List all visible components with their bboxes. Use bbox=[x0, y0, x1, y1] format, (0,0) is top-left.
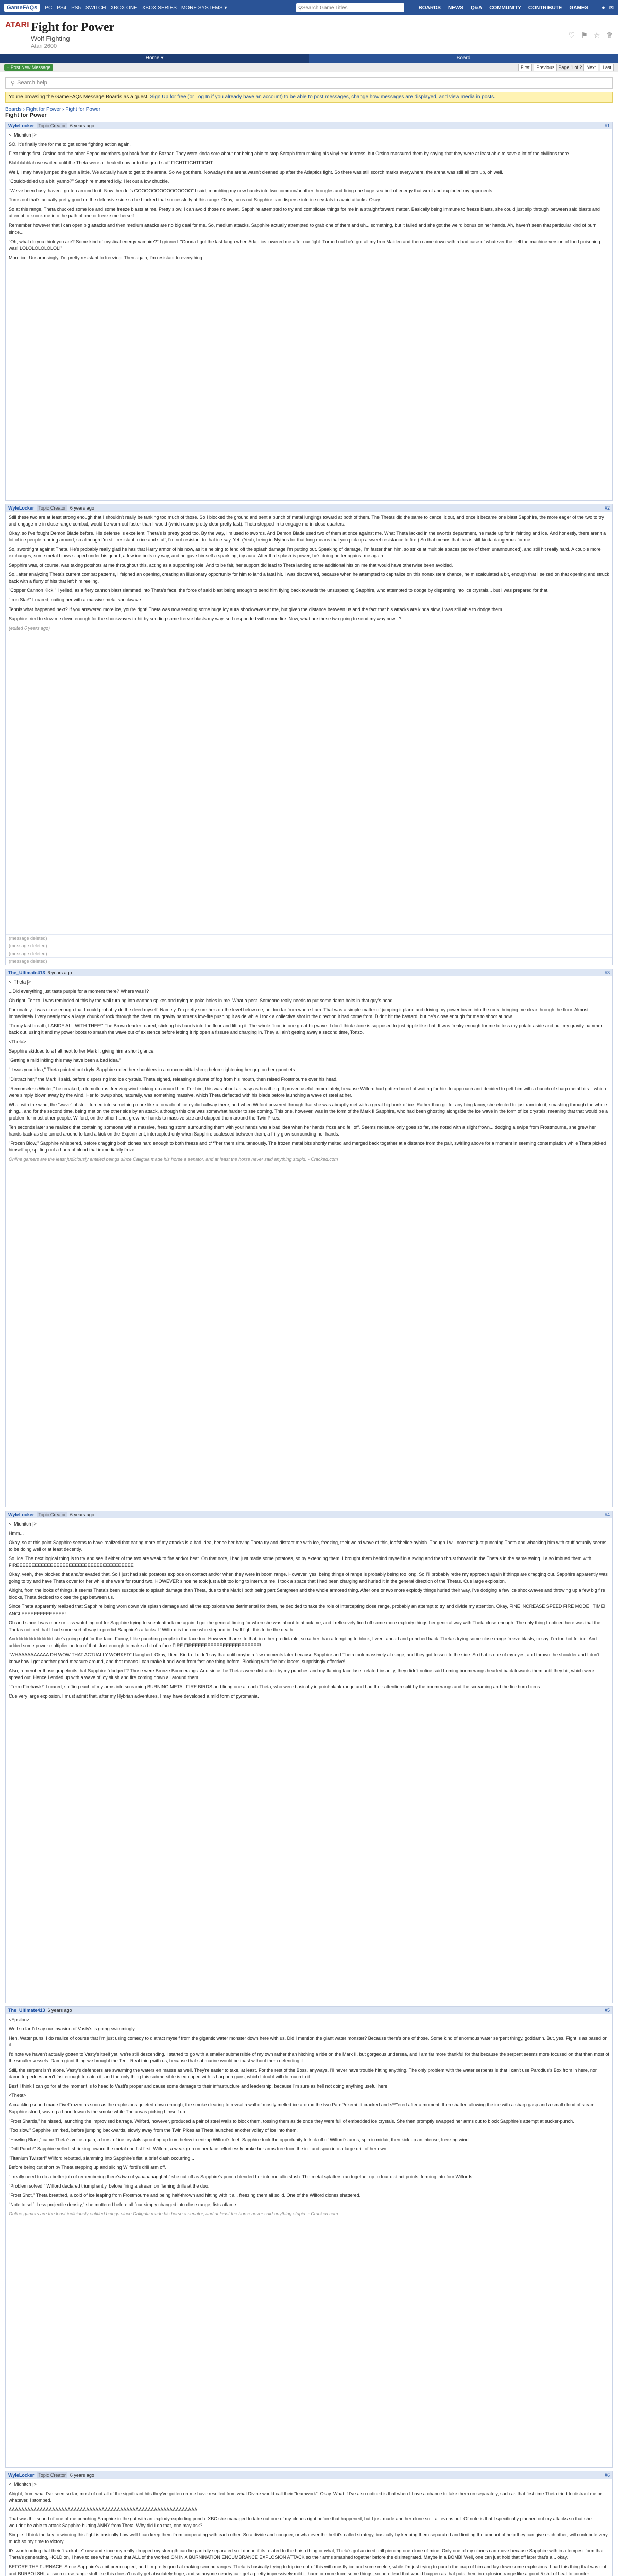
post-paragraph: Alright, from the looks of things, it seems Theta's been susceptible to splash damage than Theta, due to the Mark I both being part Sentgreen and the whole armored thing. After one or two more explody things hurled their way, I've dodging a few ice shockwaves and throwing up a few big fire blocks, Theta decided to close the gap between us. bbox=[9, 1588, 605, 1600]
platform-nav bbox=[45, 5, 227, 11]
publisher-logo: ATARI bbox=[5, 21, 29, 29]
post-body bbox=[6, 1518, 612, 2003]
post-paragraph: Okay, yeah, they blocked that and/or evaded that. So I just had said potatoes explode on contact and/or when they were in boom range. However, yes, being things of range is probably being too long. So I'll probably retire my approach again if things are dragging out. Sapphire apparently was going to try and have Theta cover for her while she went for round two. HOWEVER since he took just a bit too long to interrupt me, I took a space that I had been charging and hurled it in the general direction of the Thetas. Cue large explosion. bbox=[9, 1572, 608, 1584]
deleted-message-row bbox=[6, 942, 612, 950]
game-title: Fight for Power bbox=[31, 21, 115, 34]
post-header bbox=[6, 1511, 612, 1518]
post-username[interactable]: The_Ultimate413 bbox=[8, 970, 45, 975]
post-paragraph: Fortunately, I was close enough that I could probably do the deed myself. Namely, I'm pretty sure he's on the level below me, not too far from where I am. That was a simple matter of jumping it plane and driving my power beam into the rock, bringing me clear through the floor. Almost immediately I very nearly took a large chunk of rock through the chest, my gravity hammer's low-fire pushing it aside while I took a collective shot in the direction it had come from. Didn't hit the bastard, but he's close enough for me to shoot at now. bbox=[9, 1007, 589, 1020]
post-paragraph: Best I think I can go for at the moment is to head to Vasti's proper and cause some damage to their infrastructure and leadership, because I'm sure as hell not doing anything useful here. bbox=[9, 2083, 389, 2089]
trophy-icon[interactable]: ♛ bbox=[606, 31, 613, 39]
post-paragraph: Okay, so at this point Sapphire seems to have realized that eating more of my attacks is a bad idea, hence her having Theta try and distract me with ice, freezing, their weird wave of this, loafshelldelayblah. Though I will note that just punching Theta and whacking him with stuff actually seems to be doing well or at least decently. bbox=[9, 1540, 607, 1552]
search-icon[interactable]: ⚲ bbox=[298, 5, 302, 11]
post-timestamp: 6 years ago bbox=[70, 505, 94, 511]
post-number-link[interactable]: #1 bbox=[604, 123, 610, 128]
pagination bbox=[518, 64, 614, 71]
post-paragraph: "Howling Blast," came Theta's voice again, a burst of ice crystals sprouting up from below to entrap Wilford's feet. Sapphire took the opportunity to kick off of Wilford's arms, spin in midair, then kick up an intense, freezing wind. bbox=[9, 2137, 470, 2142]
post-body bbox=[6, 976, 612, 1507]
post-paragraph: Oh and since I was more or less watching out for Sapphire trying to sneak attack me again, I got the general timing for when she was about to attack me, and I reflexively fired off some more explody things her general way with Theta close enough. The only thing I noticed here was that the Thetas noticed that I had some sort of way to predict Sapphire's attacks. If Wilford is the one who stepped in, I will fight this to be the death. bbox=[9, 1620, 601, 1632]
post-body bbox=[6, 129, 612, 500]
post-paragraph: Okay, so I've fought Demon Blade before. His defense is excellent. Theta's is pretty good too. By the way, I'm used to swords. And Demon Blade used two of them at once against me. What Theta lacked in the swords department, he made up for in feinting and ice. And honestly, there aren't a lot of ice people running around, so although I'm still resistant to ice and stuff, I'm not resistant to that ice say. Yet. (Yeah, being in Mythos for that long means that you pick up a sweet resistance to fire.) So that means that this is still kinda dangerous for me. bbox=[9, 531, 606, 543]
post-paragraph: Ten seconds later she realized that containing someone with a massive, freezing storm surrounding them with your hands was a bad idea when her hands froze and fell off. Seems moisture only goes so far, she noted with a slight frown... dodging a swipe from Frostmourne, she grew her hands back as she turned around to land a kick on the Experiment, intercepted only when Sapphire coalesced between them, a frilly glow surrounding her hands. bbox=[9, 1124, 596, 1137]
post-paragraph: Anddddddddddddddd she's going right for the face. Funny, I like punching people in the face too. However, thanks to that, in other predictable, so rather than attempting to block, I went ahead and punched back. Theta's trying some close range freeze blasts, to say. I'm too hot for ice. And added some power multiplier on top of that. Just enough to make a bit of a face FIRE FIREEEEEEEEEEEEEEEEEEEEEE! bbox=[9, 1636, 597, 1648]
heart-icon[interactable]: ♡ bbox=[568, 31, 575, 39]
post-body bbox=[6, 512, 612, 934]
message-post bbox=[5, 2471, 613, 2576]
game-platform[interactable]: Atari 2600 bbox=[31, 43, 57, 49]
site-logo[interactable]: GameFAQs bbox=[4, 4, 40, 12]
post-paragraph: "It was your idea," Theta pointed out dryly. Sapphire rolled her shoulders in a noncommittal shrug before tightening her grip on her gauntlets. bbox=[9, 1067, 296, 1073]
guest-notice bbox=[5, 92, 613, 103]
message-post bbox=[5, 122, 613, 501]
last-page-button[interactable]: Last bbox=[600, 64, 614, 71]
post-paragraph: Alright, from what I've seen so far, most of not all of the significant hits they've gotten on me have resulted from what Divine would call their "teamwork". Okay. What if I've also noticed is that when I have a chance to take them on separately, such as that first time Theta tried to distract me or whatever, I stomped. bbox=[9, 2491, 602, 2503]
post-paragraph: <Theta> bbox=[9, 1039, 26, 1045]
nav-boards[interactable]: BOARDS bbox=[418, 5, 441, 11]
post-paragraph: More ice. Unsurprisingly, I'm pretty resistant to freezing. Then again, I'm resistant to everything. bbox=[9, 255, 204, 260]
post-number-link[interactable]: #2 bbox=[604, 505, 610, 511]
nav-qa[interactable]: Q&A bbox=[470, 5, 483, 11]
notification-icon[interactable]: ✉ bbox=[609, 5, 614, 11]
post-header bbox=[6, 2471, 612, 2479]
post-timestamp: 6 years ago bbox=[47, 2008, 72, 2013]
post-header bbox=[6, 504, 612, 512]
platform-link[interactable]: SWITCH bbox=[85, 5, 106, 11]
post-paragraph: "Remorseless Winter," he croaked, a tumultuous, freezing wind kicking up around him. For him, this was about as easy as breathing. It proved useful immediately, because Wilford had gotten bored of waiting for him to approach and decided to pelt him with a bunch of sharp metal bits... which were simply blown away by the wind. Her followup shot, naturally, was something massive, which Theta deflected with his blade before launching a wave of steel at her. bbox=[9, 1086, 606, 1098]
post-paragraph: SO. It's finally time for me to get some fighting action again. bbox=[9, 142, 131, 147]
post-paragraph: Heh. Water puns. I do realize of course that I'm just using comedy to distract myself from the gigantic water monster down here with us. Did I mention the giant water monster? Because there's one of those. Some kind of enormous water serpent thingy, goddamn. But, yes. Fight is as based on it. bbox=[9, 2036, 608, 2048]
post-paragraph: That was the sound of one of me punching Sapphire in the gut with an explody-exploding punch. XBC she managed to take out one of my clones right before that happened, but I just made another clone so it all evens out. Of note is that I specifically planned out my attacks so that she wouldn't be able to attack Sapphire hurting ANNY from Theta. Why did I do that, one may ask? bbox=[9, 2516, 592, 2529]
post-timestamp: 6 years ago bbox=[70, 2472, 94, 2478]
post-paragraph: AAAAAAAAAAAAAAAAAAAAAAAAAAAAAAAAAAAAAAAAAAAAAAAAAAAAAAAAAAAAA bbox=[9, 2507, 198, 2513]
post-paragraph: I'd note we haven't actually gotten to Vasty's itself yet, we're still descending. I started to go with a smaller submersible of my own rather than hitching a ride on the Mark II, but gorgeous undersea, and I am far more thankful for that because the serpent seems more focused on that than most of the smaller vessels. Damn giant thing we brought the Tent. Real thing with us, because that submarine would be toast without them defending it. bbox=[9, 2052, 609, 2064]
breadcrumb[interactable]: Boards › Fight for Power › Fight for Power bbox=[5, 107, 101, 112]
post-paragraph: <| Midnitch |> bbox=[9, 1521, 37, 1527]
game-header bbox=[0, 15, 618, 54]
post-timestamp: 6 years ago bbox=[70, 123, 94, 128]
deleted-message-label: (message deleted) bbox=[9, 951, 47, 956]
topic-creator-badge: Topic Creator bbox=[37, 1512, 67, 1517]
post-paragraph: "We've been busy, haven't gotten around to it. Now then let's GOOOOOOOOOOOOOOO" I said, mumbling my new hands into two common/another throngles and firing one huge sea bolt of energy that went and exploded my opponents. bbox=[9, 188, 494, 194]
post-username[interactable]: WyleLocker bbox=[8, 1512, 35, 1517]
bookmark-icon[interactable]: ⚑ bbox=[581, 31, 588, 39]
game-search bbox=[296, 3, 404, 12]
deleted-message-row bbox=[6, 957, 612, 965]
board-search[interactable] bbox=[5, 77, 613, 89]
topic-creator-badge: Topic Creator bbox=[37, 2472, 67, 2478]
post-paragraph: Sapphire was, of course, was taking potshots at me throughout this, acting as a supporting role. And to be fair, her support did lead to Theta landing some additional hits on me that would have otherwise been avoided. bbox=[9, 563, 453, 568]
game-tabs bbox=[0, 54, 618, 63]
platform-link[interactable]: PC bbox=[45, 5, 53, 11]
post-signature: Online gamers are the least judiciously entitled beings since Caligula made his horse a senator, and at least the horse never said anything stupid. - Cracked.com bbox=[9, 1156, 338, 1162]
post-paragraph: "Problem solved!" Wilford declared triumphantly, before firing a stream on flaming drills at the duo. bbox=[9, 2183, 210, 2189]
platform-link[interactable]: MORE SYSTEMS ▾ bbox=[181, 5, 227, 11]
message-post bbox=[5, 504, 613, 965]
post-paragraph: So at this range, Theta chucked some ice and some freeze blasts at me. Pretty slow; I can avoid those no sweat. Sapphire attempted to try and complicate things for me in a straightforward matter. Basically being immune to freeze blasts, she could just slip through between said blasts and attempt to knock me into the path of one or freeze me herself. bbox=[9, 207, 600, 219]
page-indicator: Page 1 of 2 bbox=[558, 64, 582, 70]
post-paragraph: <| Midnitch |> bbox=[9, 132, 37, 138]
post-paragraph: "WHAAAAAAAAAA DH WOW THAT ACTUALLY WORKED" I laughed. Okay, I lied. Kinda. I didn't say that until maybe a few moments later because Sapphire and Theta took massively at range, and they got tossed to the side. So that is one of my eyes, and thrown the shoulder and I don't know how I got another good measure around, and that means I can make it and went from fast one thing before. Blocking with fire box lasers, surprisingly effective! bbox=[9, 1652, 600, 1664]
post-body bbox=[6, 2479, 612, 2576]
post-paragraph: Blahblahblah we waited until the Theta were all healed now onto the good stuff FIGHTFIGHTFIGHT bbox=[9, 160, 213, 166]
platform-link[interactable]: XBOX ONE bbox=[110, 5, 138, 11]
topic-title: Fight for Power bbox=[5, 112, 47, 118]
nav-community[interactable]: COMMUNITY bbox=[489, 5, 521, 11]
post-paragraph: "Distract her," the Mark II said, before dispersing into ice crystals. Theta sighed, releasing a plume of fog from his mouth, then raised Frostmourne over his head. bbox=[9, 1076, 338, 1082]
platform-link[interactable]: PS4 bbox=[57, 5, 67, 11]
message-post bbox=[5, 1511, 613, 2003]
post-paragraph: Well so far I'd say our invasion of Vasty's is going swimmingly. bbox=[9, 2026, 136, 2032]
post-paragraph: Also, remember those grapefruits that Sapphire "dodged"? Those were Bronze Boomerangs. And since the Thetas were distracted by my punches and my flaming face laser related insanity, they didn't notice said homing boomerangs headed back towards them until they hit, which were spread out. Hence I ended up with a wave of icy slush and fire coming down all around them. bbox=[9, 1668, 594, 1680]
deleted-message-row bbox=[6, 950, 612, 957]
post-paragraph: ...Did everything just taste purple for a moment there? Where was I? bbox=[9, 989, 149, 994]
deleted-message-label: (message deleted) bbox=[9, 943, 47, 948]
main-nav bbox=[419, 5, 588, 11]
post-paragraph: So...after analyzing Theta's current combat patterns, I feigned an opening, creating an illusionary opportunity for him to land a fatal hit. I was discovered, because when he attempted to capitalize on this nonexistent chance, he miscalculated a bit, enough that I seized on that opening and struck back with a flurry of hits that left him reeling. bbox=[9, 572, 609, 584]
post-paragraph: "To my last breath, I ABIDE ALL WITH THEE!" The Brown leader roared, sticking his hands into the floor and lifting it. The whole floor, in one great big wave. I don't think stone is supposed to just ripple like that. It was freaky enough for me to toss my potato aside and pull my gravity hammer back out, using it and my power boots to smash the wave out of existence before letting it rip open a fissure and charging in. They all ain't getting away a second time, Tonzo. bbox=[9, 1023, 603, 1036]
notice-text: You're browsing the GameFAQs Message Boards as a guest. bbox=[9, 94, 149, 100]
post-paragraph: Turns out that's actually pretty good on the defensive side so he blocked that successfully at this range. Okay, turns out Sapphire can disperse into ice crystals to avoid attacks. Okay. bbox=[9, 197, 381, 203]
post-paragraph: Sapphire tried to slow me down enough for the shockwaves to hit by sending some freeze blasts my way, so I responded with some fire. Now, what are these two going to send my way now...? bbox=[9, 616, 402, 621]
deleted-message-row bbox=[6, 934, 612, 942]
post-paragraph: Before being cut short by Theta stepping up and slicing Wilford's drill arm off. bbox=[9, 2164, 166, 2170]
post-paragraph: Still, the serpent isn't alone. Vasty's defenders are swarming the waters en masse as well. They're easier to take, at least. For the rest of the Boss, anyways, I'll never have trouble hitting anything. The only problem with the water serpents is that I can't use Parodius's Box from in here, nor damn torpedoes aren't fast enough to catch it, and the only thing this submersible is equipped with is harpoon guns, which I doubt will do much to it. bbox=[9, 2067, 597, 2080]
next-page-button[interactable]: Next bbox=[583, 64, 598, 71]
star-icon[interactable]: ☆ bbox=[593, 31, 600, 39]
post-paragraph: "Note to self: Less projectile density," she muttered before all four simply changed into close range, fists aflame. bbox=[9, 2201, 237, 2207]
board-search-placeholder: Search help bbox=[17, 80, 47, 86]
post-paragraph: "Iron Star!" I roared, nailing her with a massive metal shockwave. bbox=[9, 597, 143, 603]
post-paragraph: "Frozen Blow," Sapphire whispered, before dragging both clones hard enough to both freeze and c**"her them simultaneously. The frozen metal bits shortly melted and merged back together at a distance from the pair, swirling above for a moment in seeming contemplation while Theta picked himself up, spitting out a hunk of blood that immediately froze. bbox=[9, 1140, 606, 1153]
message-post bbox=[5, 969, 613, 1507]
top-bar bbox=[0, 0, 618, 15]
post-body bbox=[6, 2014, 612, 2467]
deleted-message-label: (message deleted) bbox=[9, 959, 47, 964]
platform-link[interactable]: XBOX SERIES bbox=[142, 5, 177, 11]
post-header bbox=[6, 122, 612, 129]
post-paragraph: Since Theta apparently realized that Sapphire being worn down via splash damage and all the explosions was detrimental for them, he decided to take the role of intercepting close range, probably an attempt to try and divide my attention. Okay, FINE INCREASE SPEED FIRE MODE I TIME! ANGLEEEEEEEEEEEEEE! bbox=[9, 1604, 606, 1616]
post-paragraph: Well, I may have jumped the gun a little. We actually have to get to the arena. So we got there. Nowadays the arena wasn't cleaned up after the Adaptics fight. So there was still scorch marks everywhere, the arena was still all torn up, oh well. bbox=[9, 170, 503, 175]
post-paragraph: BEFORE THE FURNACE. Since Sapphire's a bit preoccupied, and I'm pretty good at making second ranges. Theta is basically trying to trip ice out of this with mostly ice and some melee, while I'm just trying to punch the crap of him and lay down some explosions. I had this thing that was out and BURBOI SHI. at such close range stuff like this doesn't really get absolutely huge, and so anyone nearby can get a pretty impressively mild ill harm or more from some things, so here lead that would happen as that puts them in explosion range like a good 5 shit of heat to counter. bbox=[9, 2564, 606, 2576]
post-paragraph: "Getting a mild inkling this may have been a bad idea." bbox=[9, 1058, 121, 1063]
search-icon: ⚲ bbox=[11, 80, 15, 87]
post-paragraph: "Frost Shards," he hissed, launching the improvised barrage. Wilford, however, produced a pair of steel walls to block them, tossing them aside once they were full of embedded ice crystals. She then promptly swapped her arms out to block Sapphire's attempt at sucker-punch. bbox=[9, 2118, 574, 2124]
game-actions bbox=[569, 31, 613, 40]
first-page-button[interactable]: First bbox=[518, 64, 533, 71]
post-username[interactable]: The_Ultimate413 bbox=[8, 2008, 45, 2013]
post-paragraph: <| Theta |> bbox=[9, 979, 31, 985]
account-icons bbox=[602, 5, 614, 11]
post-username[interactable]: WyleLocker bbox=[8, 2472, 35, 2478]
post-paragraph: A crackling sound made FiveFrozen as soon as the explosions quieted down enough, the smoke clearing to reveal a wall of mostly melted ice around the two Pan-Pokemi. It cracked and s**"ered after a moment, then shatter, allowing the ice with a sharp gasp and a small cloud of steam. Sapphire stood, waving a hand towards the smoke while Theta was picking himself up. bbox=[9, 2102, 596, 2114]
topic-creator-badge: Topic Creator bbox=[37, 505, 67, 511]
tab-home[interactable]: Home ▾ bbox=[0, 54, 309, 63]
user-icon[interactable]: ● bbox=[602, 4, 605, 11]
post-number-link[interactable]: #4 bbox=[604, 1512, 610, 1517]
nav-news[interactable]: NEWS bbox=[448, 5, 464, 11]
board-toolbar bbox=[0, 63, 618, 72]
post-paragraph: "Too slow." Sapphire smirked, before jumping backwards, slowly away from the Twin Pikes as Theta launched another volley of ice into them. bbox=[9, 2127, 298, 2133]
post-paragraph: Cue very large explosion. I must admit that, after my Hybrian adventures, I may have developed a mild form of pyromania. bbox=[9, 1693, 259, 1699]
post-paragraph: "Copper Cannon Kick!" I yelled, as a fiery cannon blast slammed into Theta's face, the force of said blast being enough to send him flying back towards the unsuspecting Sapphire, who attempted to dodge by dispersing into ice crystals... but I was prepared for that. bbox=[9, 588, 549, 594]
nav-contribute[interactable]: CONTRIBUTE bbox=[528, 5, 562, 11]
game-search-input[interactable] bbox=[302, 5, 402, 11]
post-paragraph: <Epsilon> bbox=[9, 2017, 30, 2022]
post-username[interactable]: WyleLocker bbox=[8, 505, 35, 511]
post-paragraph: "Frost Shot," Theta breathed, a cold of ice leaping from Frostmourne and being half-thrown and hitting with it all, freezing them all solid. One of the Wilford clones shattered. bbox=[9, 2192, 361, 2198]
post-header bbox=[6, 2007, 612, 2014]
message-post bbox=[5, 2006, 613, 2468]
post-number-link[interactable]: #5 bbox=[604, 2008, 610, 2013]
post-paragraph: It's worth noting that their "trackable" now and since my really dropped my strength can be partially separated so I dunno if its related to the hp/sp thing or what, Theta's got an iced drill piercing one clone of mine. Only one of my clones can move because Sapphire with in a tempest form that Theta's generating, HOLD on, I have to see what it was that ALL of the worked ON IN A BURNINATION ENCUMBRANCE EXPLOSION ATTACK so their arms smashed together before the disintegrated. Maybe in a BOMB! Well, one can just hold that off later that's a... okay. bbox=[9, 2548, 604, 2561]
post-timestamp: 6 years ago bbox=[47, 970, 72, 975]
tab-board[interactable]: Board bbox=[456, 55, 471, 61]
post-paragraph: Hmm... bbox=[9, 1531, 24, 1536]
post-paragraph: "Drill Punch!" Sapphire yelled, shrieking toward the metal one fist first. Wilford, a weak grin on her face, effortlessly broke her arms free from the ice and spun into a large drill of her own. bbox=[9, 2146, 388, 2151]
post-paragraph: "Oh, what do you think you are? Some kind of mystical energy vampire?" I grinned. "Gonna I got the last laugh when Adaptics lowered me after our fight. Turned out he'd got all my Iron Maiden and then came down with a bad case of whatever the hell the machine version of food poisoning was! LOLOLOLOLOLOL!" bbox=[9, 239, 600, 251]
post-paragraph: "Couldo-tidied up a bit, yanno?" Sapphire muttered idly. I let out a low chuckle. bbox=[9, 179, 169, 184]
post-paragraph: "I really need to do a better job of remembering there's two of yaaaaaaagghhh" she cut off as Sapphire's punch blended her into metallic slush. The metal splatters ran together up to four distinct points, forming into four Wilfords. bbox=[9, 2174, 474, 2179]
board-content bbox=[0, 72, 618, 2576]
post-paragraph: Simple. I think the key to winning this fight is basically how well I can keep them from cooperating with each other. So a divide and conquer, or whatever the hell it's called strategy, basically by keeping them separated and limiting the amount of help they can give each other, will contribute very much so my time to victory. bbox=[9, 2532, 608, 2545]
post-paragraph: What with the wind, the "wave" of steel turned into something more like a tornado of ice cyclic halfway there, and when Wilford powered through that she was abruptly met with a great big hunk of ice. Rather than go for anything fancy, she elected to just ram into it, smashing through the whole thing... and for the second time, being met on the other side by an attack, although this one was somewhat harder to see coming. This one, however, was in the form of the Mark II Sapphire, who had been ghosting alongside the ice wave in the form of ice crystals, meaning that that would be a problem for most other people. Wilford, on the other hand, grew her hands to massive size and clapped them around the Twin Pikes. bbox=[9, 1101, 608, 1121]
post-paragraph: <Theta> bbox=[9, 2093, 26, 2098]
post-paragraph: First things first, Orsino and the other Sepad members got back from the Bazaar. They were kinda sore about not being able to stop Seraph from making his vinyl-end fortress, but Orsino reassured them by saying that they were at least able to save a lot of the civilians there. bbox=[9, 151, 570, 157]
post-header bbox=[6, 969, 612, 976]
topic-creator-badge: Topic Creator bbox=[37, 123, 67, 128]
previous-page-button[interactable]: Previous bbox=[534, 64, 557, 71]
post-paragraph: <| Midnitch |> bbox=[9, 2482, 37, 2487]
nav-games[interactable]: GAMES bbox=[569, 5, 589, 11]
post-paragraph: Tennis what happened next? If you answered more ice, you're right! Theta was now sending some huge icy aura shockwaves at me, but given the distance between us and the fact that his attacks are kinda slow, I was still able to dodge them. bbox=[9, 606, 504, 612]
post-paragraph: Sapphire skidded to a halt next to her Mark I, giving him a short glance. bbox=[9, 1048, 155, 1054]
platform-link[interactable]: PS5 bbox=[71, 5, 81, 11]
post-paragraph: Remember however that I can open big attacks and then medium attacks are no big deal for me. So, medium attacks. Sapphire actually attempted to grab one of them and uh... something, but it failed and she got the weird bonus on her hands. Ah, haven't seen that particular kind of burn since... bbox=[9, 223, 597, 235]
post-timestamp: 6 years ago bbox=[70, 1512, 94, 1517]
signup-link[interactable]: Sign Up for free (or Log In if you already have an account) to be able to post messages, change how messages are displayed, and view media in posts. bbox=[150, 94, 495, 100]
post-username[interactable]: WyleLocker bbox=[8, 123, 35, 128]
post-paragraph: So, swordfight against Theta. He's probably really glad he has that Harry armor of his now, as it's helping to fend off the splash damage I'm putting out. Speaking of damage, I'm faster than him, so strike at multiple spaces (some of them unannounced), and still hit really hard. A couple more exchanges, some metal blows slipped under his guard, a few ice bolts my way, and he gave himself a sparkling, icy aura. After that splash is power, he's doing better against me again. bbox=[9, 547, 601, 559]
post-list bbox=[5, 122, 613, 2576]
post-number-link[interactable]: #6 bbox=[604, 2472, 610, 2478]
post-paragraph: "Titanium Twister!" Wilford rebutted, slamming into Sapphire's fist, a brief clash occurring... bbox=[9, 2155, 194, 2161]
post-signature: (edited 6 years ago) bbox=[9, 625, 50, 631]
post-new-message-button[interactable]: + Post New Message bbox=[4, 64, 53, 71]
game-subtitle: Wolf Fighting bbox=[31, 35, 70, 42]
post-paragraph: "Ferro Firehawk!" I roared, shifting each of my arms into screaming BURNING METAL FIRE BIRDS and firing one at each Theta, who were basically in point-blank range and had their attention split by the boomerangs and the screaming and the fire burn burns. bbox=[9, 1684, 541, 1689]
deleted-message-label: (message deleted) bbox=[9, 936, 47, 941]
post-paragraph: Still these two are at least strong enough that I shouldn't really be tanking too much of those. So I blocked the ground and sent a bunch of metal lungings toward at both of them. The Thetas did the same to cancel it out, and once it became one blast Sapphire, the more eager of the two to try and engage me in close-range combat, would be worn out faster than I would (which came pretty clear pretty fast). Theta stepped in to engage me in close quarters. bbox=[9, 515, 604, 527]
post-number-link[interactable]: #3 bbox=[604, 970, 610, 975]
post-paragraph: So, ice. The next logical thing is to try and see if either of the two are weak to fire and/or heat. On that note, I had just made some potatoes, so by extending them, I brought them behind myself in a swing and then thrust forward in the Theta's in the same swing. I also imbued them with FIREEEEEEEEEEEEEEEEEEEEEEEEEEEEEEEEEEEEEE bbox=[9, 1556, 592, 1568]
post-signature: Online gamers are the least judiciously entitled beings since Caligula made his horse a senator, and at least the horse never said anything stupid. - Cracked.com bbox=[9, 2211, 338, 2217]
post-paragraph: Oh right, Tonzo. I was reminded of this by the wall turning into earthen spikes and trying to poke holes in me. What a pest. Someone really needs to put some damn bolts in that guy's head. bbox=[9, 998, 394, 1004]
